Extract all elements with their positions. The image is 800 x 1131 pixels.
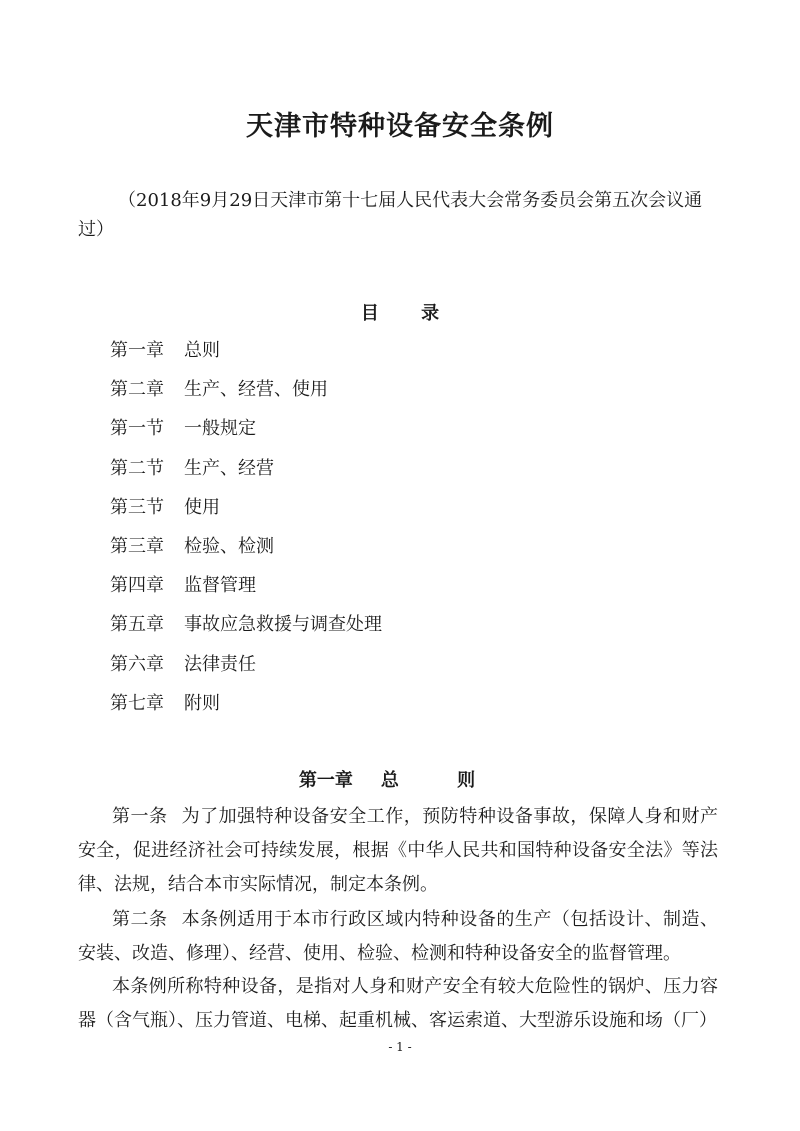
toc-item — [110, 457, 382, 496]
chapter-label: 第一章 — [298, 770, 353, 791]
chapter-title: 总 则 — [380, 770, 502, 791]
toc-item-number: 第七章 — [110, 692, 164, 714]
toc-item-title: 总则 — [184, 340, 220, 361]
toc-item-title: 附则 — [184, 692, 220, 714]
article-paragraph — [78, 800, 718, 902]
toc-item-title: 事故应急救援与调查处理 — [184, 614, 382, 636]
toc-item-number: 第一节 — [110, 418, 164, 440]
toc-item-title: 一般规定 — [184, 418, 256, 440]
page-number: - 1 - — [388, 1040, 412, 1054]
article-text: 为了加强特种设备安全工作，预防特种设备事故，保障人身和财产安全，促进经济社会可持续发展，根据《中华人民共和国特种设备安全法》等法律、法规，结合本市实际情况，制定本条例。 — [78, 806, 719, 895]
article-paragraph — [78, 903, 718, 971]
article-label: 第一条 — [112, 806, 168, 827]
toc-item — [110, 496, 382, 535]
toc-item-number: 第三节 — [110, 496, 164, 518]
toc-item — [110, 653, 382, 692]
toc-item — [110, 535, 382, 574]
toc-item — [110, 378, 382, 417]
adoption-note: （2018年9月29日天津市第十七届人民代表大会常务委员会第五次会议通过） — [78, 190, 703, 240]
toc-heading: 目 录 — [360, 303, 458, 324]
toc-item — [110, 574, 382, 613]
toc-item — [110, 692, 382, 731]
toc-item-title: 生产、经营、使用 — [184, 379, 328, 401]
toc-item — [110, 613, 382, 652]
toc-item-title: 生产、经营 — [184, 457, 274, 479]
toc-item-number: 第六章 — [110, 653, 164, 675]
toc-item-number: 第二节 — [110, 457, 164, 479]
toc-item-number: 第二章 — [110, 379, 164, 401]
article-label: 第二条 — [112, 909, 168, 930]
toc-item-title: 法律责任 — [184, 653, 256, 675]
toc-item — [110, 339, 382, 378]
toc-item-number: 第五章 — [110, 614, 164, 636]
toc-item-number: 第三章 — [110, 535, 164, 557]
toc-item-number: 第四章 — [110, 575, 164, 597]
body-paragraph: 本条例所称特种设备，是指对人身和财产安全有较大危险性的锅炉、压力容器（含气瓶）、压力管道、电梯、起重机械、客运索道、大型游乐设施和场（厂） — [78, 976, 718, 1031]
toc-item-title: 使用 — [184, 496, 220, 518]
toc-item-title: 监督管理 — [184, 575, 256, 597]
table-of-contents — [110, 339, 382, 731]
chapter-heading — [0, 766, 800, 792]
toc-item — [110, 417, 382, 456]
toc-item-title: 检验、检测 — [184, 535, 274, 557]
document-title: 天津市特种设备安全条例 — [246, 111, 554, 142]
toc-item-number: 第一章 — [110, 340, 164, 361]
article-text: 本条例适用于本市行政区域内特种设备的生产（包括设计、制造、安装、改造、修理）、经营、使用、检验、检测和特种设备安全的监督管理。 — [78, 909, 719, 964]
